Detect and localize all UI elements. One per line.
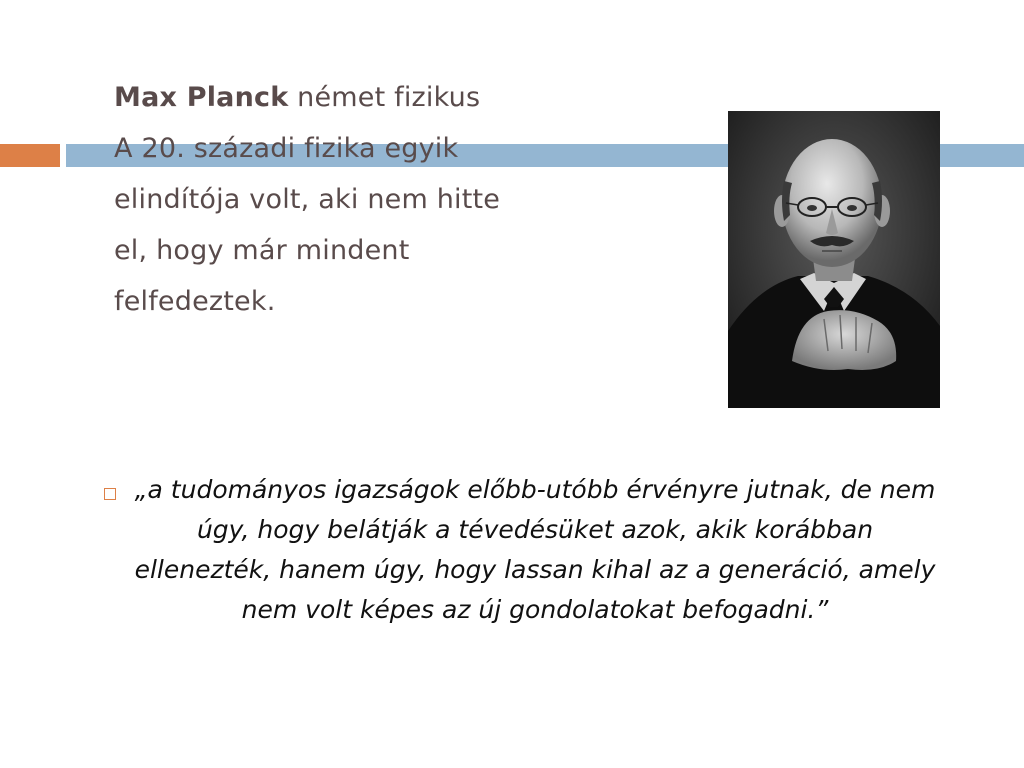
portrait-illustration [728,111,940,408]
planck-quote: „a tudományos igazságok előbb-utóbb érvényre jutnak, de nem úgy, hogy belátják a tévedésüket azok, akik korábban ellenezték, hanem úgy, hogy lassan kihal az a generáció, amely nem volt képes az új gondolatokat befogadni.” [134,475,936,624]
portrait-photo [728,111,940,408]
quote-block [100,470,960,630]
title-block [114,72,574,327]
square-bullet-icon [104,488,116,500]
person-name: Max Planck [114,82,289,113]
description-line-4: felfedeztek. [114,286,276,317]
description-line-3: el, hogy már mindent [114,235,410,266]
description-line-1: A 20. századi fizika egyik [114,133,459,164]
description-line-2: elindítója volt, aki nem hitte [114,184,501,215]
title-line [114,72,574,123]
accent-bar-orange [0,144,60,167]
person-role: német fizikus [288,82,481,113]
